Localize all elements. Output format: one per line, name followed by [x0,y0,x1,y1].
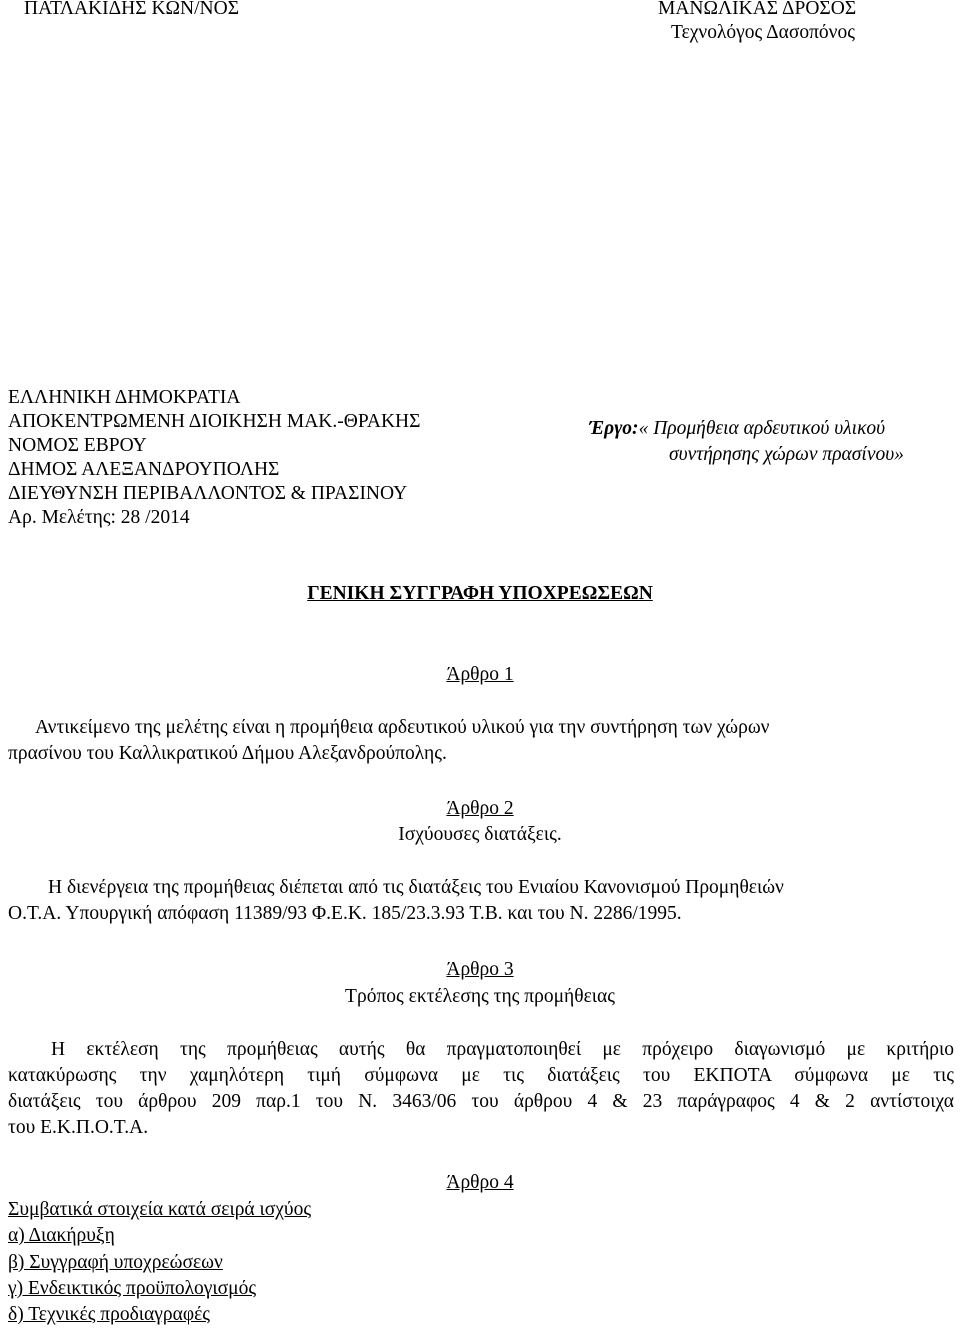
header-line: ΝΟΜΟΣ ΕΒΡΟΥ [8,435,147,456]
project-label: Έργο: [589,418,639,439]
project-title-part-2: συντήρησης χώρων πρασίνου» [669,444,904,465]
article-4-subtitle: Συμβατικά στοιχεία κατά σειρά ισχύος [8,1199,312,1220]
contract-item: α) Διακήρυξη [8,1225,115,1246]
article-2-heading: Άρθρο 2 [446,798,514,819]
article-4-heading: Άρθρο 4 [446,1172,514,1193]
article-2-text-line-2: Ο.Τ.Α. Υπουργική απόφαση 11389/93 Φ.Ε.Κ. 185/23.3.93 Τ.Β. και του Ν. 2286/1995. [8,903,682,924]
header-line: ΕΛΛΗΝΙΚΗ ΔΗΜΟΚΡΑΤΙΑ [8,387,241,408]
article-3-text-line-4: του Ε.Κ.Π.Ο.Τ.Α. [8,1117,149,1138]
signature-right-name: ΜΑΝΩΛΙΚΑΣ ΔΡΟΣΟΣ [658,0,857,19]
contract-item: β) Συγγραφή υποχρεώσεων [8,1252,223,1273]
contract-item: δ) Τεχνικές προδιαγραφές [8,1304,210,1325]
article-3-text-line-1: Η εκτέλεση της προμήθειας αυτής θα πραγματοποιηθεί με πρόχειρο διαγωνισμό με κριτήριο [51,1039,954,1060]
article-3-paragraph [8,1037,954,1141]
article-3-subtitle: Τρόπος εκτέλεσης της προμήθειας [345,986,615,1007]
header-line: ΔΗΜΟΣ ΑΛΕΞΑΝΔΡΟΥΠΟΛΗΣ [8,459,280,480]
article-3-heading: Άρθρο 3 [446,959,514,980]
project-title-part-1: « Προμήθεια αρδευτικού υλικού [638,418,886,439]
article-1-heading: Άρθρο 1 [446,664,514,685]
signature-right-title: Τεχνολόγος Δασοπόνος [671,22,855,43]
article-1-text-line-2: πρασίνου του Καλλικρατικού Δήμου Αλεξανδρούπολης. [8,743,447,764]
header-line: Αρ. Μελέτης: 28 /2014 [8,507,190,528]
article-3-text-line-3: διατάξεις του άρθρου 209 παρ.1 του Ν. 3463/06 του άρθρου 4 & 23 παράγραφος 4 & 2 αντίστοιχα [8,1091,954,1112]
project-line-1 [589,416,885,442]
article-2-subtitle: Ισχύουσες διατάξεις. [398,824,562,845]
header-line: ΑΠΟΚΕΝΤΡΩΜΕΝΗ ΔΙΟΙΚΗΣΗ ΜΑΚ.-ΘΡΑΚΗΣ [8,411,421,432]
header-line: ΔΙΕΥΘΥΝΣΗ ΠΕΡΙΒΑΛΛΟΝΤΟΣ & ΠΡΑΣΙΝΟΥ [8,483,408,504]
document-title: ΓΕΝΙΚΗ ΣΥΓΓΡΑΦΗ ΥΠΟΧΡΕΩΣΕΩΝ [307,583,653,604]
article-3-text-line-2: κατακύρωσης την χαμηλότερη τιμή σύμφωνα με τις διατάξεις του ΕΚΠΟΤΑ σύμφωνα με τις [8,1065,954,1086]
signature-left-name: ΠΑΤΛΑΚΙΔΗΣ ΚΩΝ/ΝΟΣ [24,0,240,19]
article-1-text-line-1: Αντικείμενο της μελέτης είναι η προμήθεια αρδευτικού υλικού για την συντήρηση των χώρων [35,717,770,738]
article-2-text-line-1: Η διενέργεια της προμήθειας διέπεται από τις διατάξεις του Ενιαίου Κανονισμού Προμηθειών [48,877,784,898]
contract-item: γ) Ενδεικτικός προϋπολογισμός [8,1278,257,1299]
header-authority-block [8,386,421,530]
